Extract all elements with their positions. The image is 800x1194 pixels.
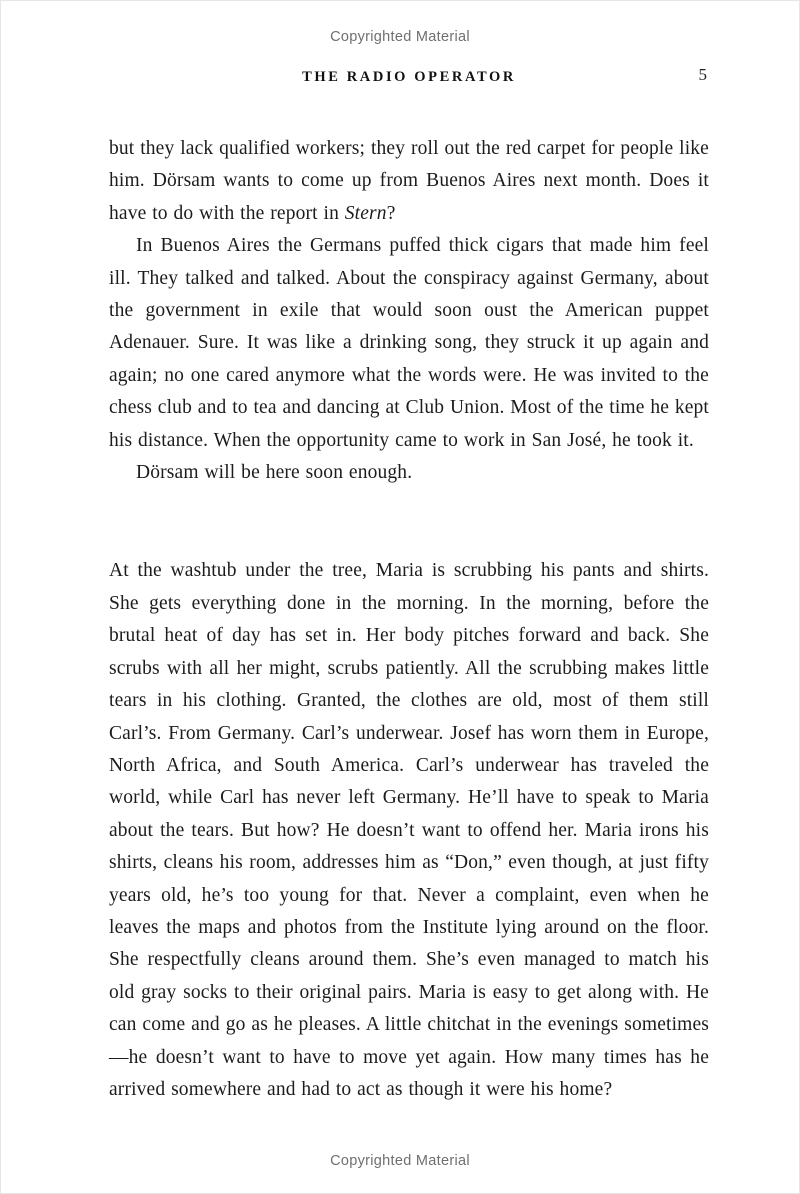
page-number: 5 (698, 65, 707, 84)
paragraph-text: ? (386, 202, 396, 224)
section-break (109, 489, 709, 555)
copyright-notice-top: Copyrighted Material (330, 29, 470, 45)
italic-book-title: Stern (344, 202, 387, 224)
copyright-notice-bottom: Copyrighted Material (330, 1153, 470, 1169)
paragraph: In Buenos Aires the Germans puffed thick cigars that made him feel ill. They talked and talked. About the conspiracy against Germany, about the government in exile that would soon oust the American puppet Adenauer. Sure. It was like a drinking song, they struck it up again and again; no one cared anymore what the words were. He was invited to the chess club and to tea and dancing at Club Union. Most of the time he kept his distance. When the opportunity came to work in San José, he took it. (109, 235, 709, 451)
page-header (1, 65, 799, 86)
paragraph: Dörsam will be here soon enough. (136, 462, 413, 484)
paragraph-text: but they lack qualified workers; they roll out the red carpet for people like him. Dörsam wants to come up from Buenos Aires next month. Does it have to do with the report in (109, 138, 709, 224)
paragraph (109, 133, 709, 230)
running-title: THE RADIO OPERATOR (302, 69, 516, 85)
body-text (1, 133, 799, 1106)
paragraph: At the washtub under the tree, Maria is scrubbing his pants and shirts. She gets everything done in the morning. In the morning, before the brutal heat of day has set in. Her body pitches forward and back. She scrubs with all her might, scrubs patiently. All the scrubbing makes little tears in his clothing. Granted, the clothes are old, most of them still Carl’s. From Germany. Carl’s underwear. Josef has worn them in Europe, North Africa, and South America. Carl’s underwear has traveled the world, while Carl has never left Germany. He’ll have to speak to Maria about the tears. But how? He doesn’t want to offend her. Maria irons his shirts, cleans his room, addresses him as “Don,” even though, at just fifty years old, he’s too young for that. Never a complaint, even when he leaves the maps and photos from the Institute lying around on the floor. She respectfully cleans around them. She’s even managed to match his old gray socks to their original pairs. Maria is easy to get along with. He can come and go as he pleases. A little chitchat in the evenings sometimes—he doesn’t want to have to move yet again. How many times has he arrived somewhere and had to act as though it were his home? (109, 560, 709, 1100)
